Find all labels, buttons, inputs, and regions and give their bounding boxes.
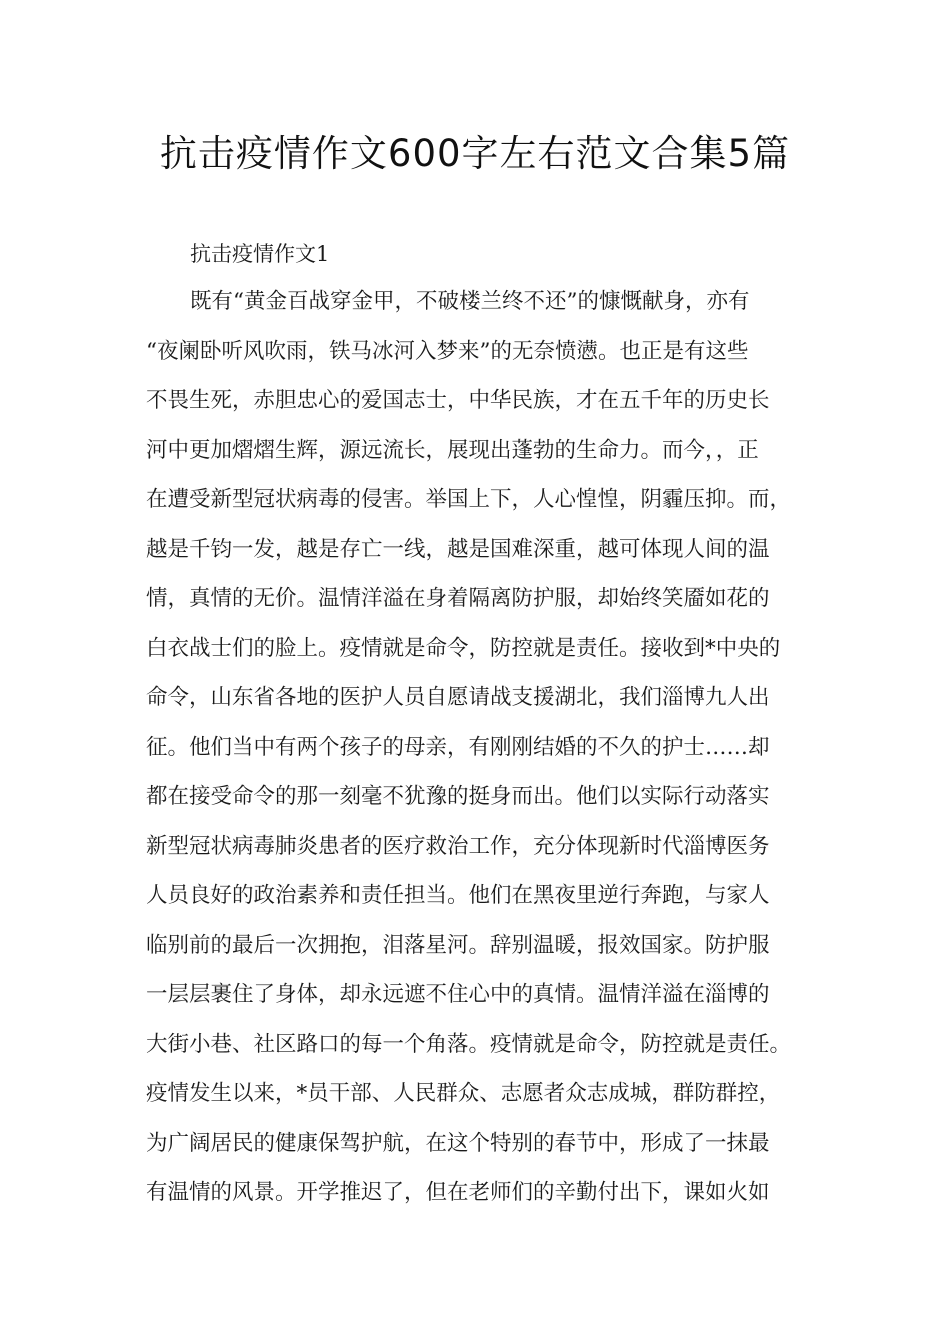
paragraph-line: 新型冠状病毒肺炎患者的医疗救治工作，充分体现新时代淄博医务	[146, 833, 770, 859]
body-paragraph	[146, 284, 826, 1225]
paragraph-line: 白衣战士们的脸上。疫情就是命令，防控就是责任。接收到*中央的	[146, 635, 781, 661]
paragraph-line: 疫情发生以来，*员干部、人民群众、志愿者众志成城，群防群控，	[146, 1081, 781, 1106]
paragraph-line: 大街小巷、社区路口的每一个角落。疫情就是命令，防控就是责任。	[146, 1031, 792, 1057]
paragraph-line: 征。他们当中有两个孩子的母亲，有刚刚结婚的不久的护士……却	[146, 734, 770, 760]
paragraph-line: 河中更加熠熠生辉，源远流长，展现出蓬勃的生命力。而今，，正	[146, 437, 759, 463]
paragraph-line: 越是千钧一发，越是存亡一线，越是国难深重，越可体现人间的温	[146, 536, 770, 562]
paragraph-line: 临别前的最后一次拥抱，泪落星河。辞别温暖，报效国家。防护服	[146, 932, 770, 958]
section-heading: 抗击疫情作文1	[190, 242, 330, 266]
paragraph-line: 在遭受新型冠状病毒的侵害。举国上下，人心惶惶，阴霾压抑。而，	[146, 487, 792, 512]
paragraph-line: 为广阔居民的健康保驾护航，在这个特别的春节中，形成了一抹最	[146, 1130, 770, 1156]
paragraph-line: 情，真情的无价。温情洋溢在身着隔离防护服，却始终笑靥如花的	[146, 586, 770, 611]
paragraph-line: 既有“黄金百战穿金甲，不破楼兰终不还”的慷慨献身，亦有	[190, 289, 750, 314]
paragraph-line: 命令，山东省各地的医护人员自愿请战支援湖北，我们淄博九人出	[146, 685, 770, 710]
paragraph-line: 都在接受命令的那一刻毫不犹豫的挺身而出。他们以实际行动落实	[146, 784, 770, 809]
paragraph-line: 一层层裹住了身体，却永远遮不住心中的真情。温情洋溢在淄博的	[146, 982, 770, 1007]
document-title: 抗击疫情作文600字左右范文合集5篇	[159, 132, 791, 175]
paragraph-line: “夜阑卧听风吹雨，铁马冰河入梦来”的无奈愤懑。也正是有这些	[146, 338, 749, 364]
paragraph-line: 有温情的风景。开学推迟了，但在老师们的辛勤付出下，课如火如	[146, 1180, 770, 1205]
paragraph-line: 人员良好的政治素养和责任担当。他们在黑夜里逆行奔跑，与家人	[146, 883, 770, 908]
paragraph-line: 不畏生死，赤胆忠心的爱国志士，中华民族，才在五千年的历史长	[146, 388, 770, 413]
